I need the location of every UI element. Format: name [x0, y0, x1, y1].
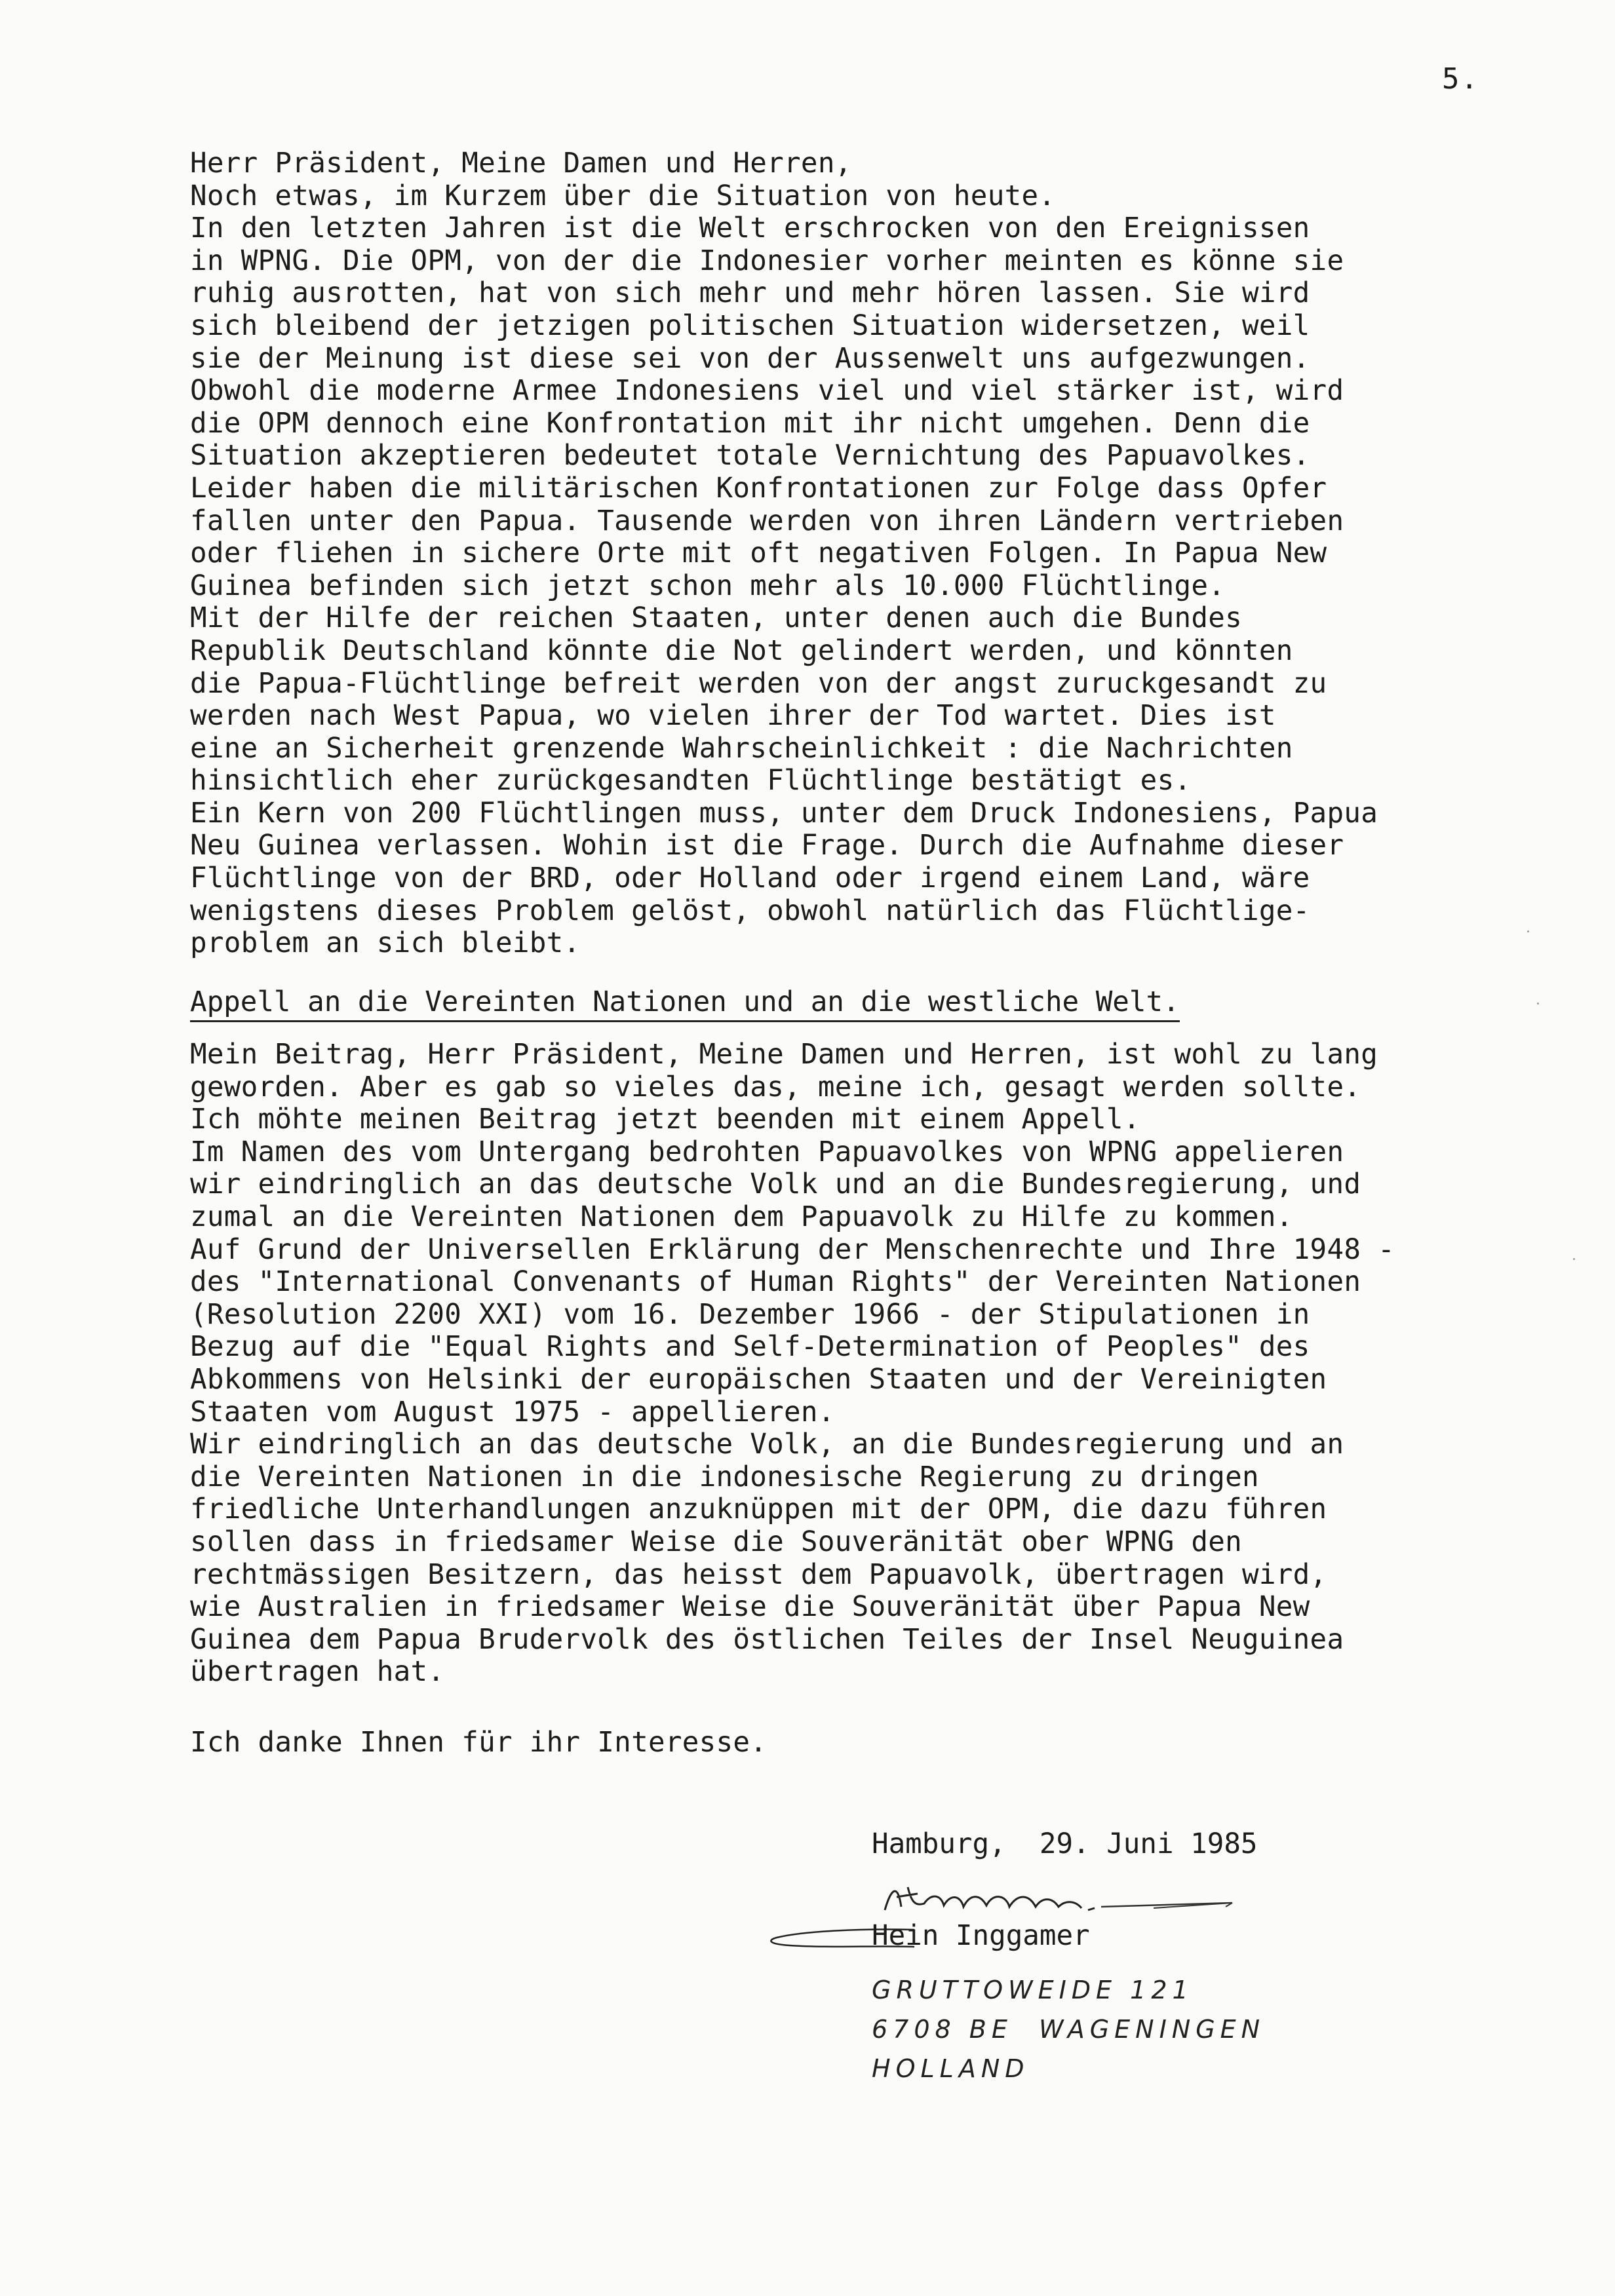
text-line: Abkommens von Helsinki der europäischen Staaten und der Vereinigten: [190, 1363, 1327, 1396]
text-line: wir eindringlich an das deutsche Volk und an die Bundesregierung, und: [190, 1168, 1361, 1201]
text-line: hinsichtlich eher zurückgesandten Flüchtlinge bestätigt es.: [190, 765, 1192, 797]
text-line: werden nach West Papua, wo vielen ihrer der Tod wartet. Dies ist: [190, 700, 1276, 733]
paragraph-situation: [190, 147, 1560, 960]
address-city: 6708 BE WAGENINGEN: [872, 2015, 1266, 2044]
text-line: Leider haben die militärischen Konfrontationen zur Folge dass Opfer: [190, 472, 1327, 505]
text-line: Ich möhte meinen Beitrag jetzt beenden mit einem Appell.: [190, 1103, 1140, 1136]
text-line: die Papua-Flüchtlinge befreit werden von der angst zuruckgesandt zu: [190, 667, 1327, 700]
text-line: geworden. Aber es gab so vieles das, meine ich, gesagt werden sollte.: [190, 1071, 1361, 1103]
text-line: (Resolution 2200 XXI) vom 16. Dezember 1966 - der Stipulationen in: [190, 1298, 1310, 1331]
text-line: eine an Sicherheit grenzende Wahrscheinlichkeit : die Nachrichten: [190, 732, 1293, 765]
text-line: Im Namen des vom Untergang bedrohten Papuavolkes von WPNG appelieren: [190, 1136, 1344, 1168]
text-line: sie der Meinung ist diese sei von der Aussenwelt uns aufgezwungen.: [190, 342, 1310, 375]
text-line: Obwohl die moderne Armee Indonesiens viel und viel stärker ist, wird: [190, 375, 1344, 408]
text-line: fallen unter den Papua. Tausende werden von ihren Ländern vertrieben: [190, 505, 1344, 537]
text-line: Staaten vom August 1975 - appellieren.: [190, 1396, 835, 1428]
place-date: Hamburg, 29. Juni 1985: [872, 1828, 1258, 1860]
address-country: HOLLAND: [872, 2054, 1030, 2083]
text-line: ruhig ausrotten, hat von sich mehr und mehr hören lassen. Sie wird: [190, 277, 1310, 310]
text-line: die OPM dennoch eine Konfrontation mit ihr nicht umgehen. Denn die: [190, 407, 1310, 440]
text-line: sollen dass in friedsamer Weise die Souveränität ober WPNG den: [190, 1525, 1243, 1558]
paragraph-appeal: [190, 1039, 1560, 1689]
section-heading: Appell an die Vereinten Nationen und an die westliche Welt.: [190, 986, 1180, 1022]
text-line: zumal an die Vereinten Nationen dem Papuavolk zu Hilfe zu kommen.: [190, 1200, 1293, 1233]
text-line: rechtmässigen Besitzern, das heisst dem Papuavolk, übertragen wird,: [190, 1558, 1327, 1591]
text-line: friedliche Unterhandlungen anzuknüppen mit der OPM, die dazu führen: [190, 1493, 1327, 1526]
text-line: Wir eindringlich an das deutsche Volk, an die Bundesregierung und an: [190, 1428, 1344, 1461]
text-line: Republik Deutschland könnte die Not gelindert werden, und könnten: [190, 634, 1293, 667]
text-line: wie Australien in friedsamer Weise die Souveränität über Papua New: [190, 1591, 1310, 1624]
text-line: die Vereinten Nationen in die indonesische Regierung zu dringen: [190, 1461, 1259, 1493]
text-line: Situation akzeptieren bedeutet totale Vernichtung des Papuavolkes.: [190, 440, 1310, 472]
text-line: des "International Convenants of Human Rights" der Vereinten Nationen: [190, 1266, 1361, 1299]
text-line: In den letzten Jahren ist die Welt erschrocken von den Ereignissen: [190, 212, 1310, 245]
text-line: Guinea dem Papua Brudervolk des östlichen Teiles der Insel Neuguinea: [190, 1623, 1344, 1656]
text-line: übertragen hat.: [190, 1656, 445, 1689]
handwritten-signature: [878, 1874, 1298, 1926]
signature-name: Hein Inggamer: [872, 1920, 1090, 1952]
text-line: Ein Kern von 200 Flüchtlingen muss, unter dem Druck Indonesiens, Papua: [190, 797, 1378, 830]
text-line: Flüchtlinge von der BRD, oder Holland oder irgend einem Land, wäre: [190, 862, 1310, 895]
text-line: wenigstens dieses Problem gelöst, obwohl natürlich das Flüchtlige-: [190, 894, 1310, 927]
text-line: Guinea befinden sich jetzt schon mehr als 10.000 Flüchtlinge.: [190, 569, 1226, 602]
text-line: Herr Präsident, Meine Damen und Herren,: [190, 147, 852, 180]
text-line: Neu Guinea verlassen. Wohin ist die Frage. Durch die Aufnahme dieser: [190, 830, 1344, 862]
text-line: sich bleibend der jetzigen politischen Situation widersetzen, weil: [190, 309, 1310, 342]
text-line: Noch etwas, im Kurzem über die Situation von heute.: [190, 180, 1056, 212]
text-line: Mein Beitrag, Herr Präsident, Meine Damen und Herren, ist wohl zu lang: [190, 1039, 1378, 1071]
text-line: Auf Grund der Universellen Erklärung der Menschenrechte und Ihre 1948 -: [190, 1233, 1395, 1266]
page-number: 5.: [1442, 62, 1479, 96]
text-line: Bezug auf die "Equal Rights and Self-Determination of Peoples" des: [190, 1331, 1310, 1364]
text-line: Mit der Hilfe der reichen Staaten, unter denen auch die Bundes: [190, 602, 1243, 635]
text-line: oder fliehen in sichere Orte mit oft negativen Folgen. In Papua New: [190, 537, 1327, 570]
text-line: problem an sich bleibt.: [190, 927, 581, 960]
text-line: in WPNG. Die OPM, von der die Indonesier vorher meinten es könne sie: [190, 244, 1344, 277]
address-street: GRUTTOWEIDE 121: [872, 1976, 1194, 2004]
closing-line: Ich danke Ihnen für ihr Interesse.: [190, 1727, 768, 1759]
